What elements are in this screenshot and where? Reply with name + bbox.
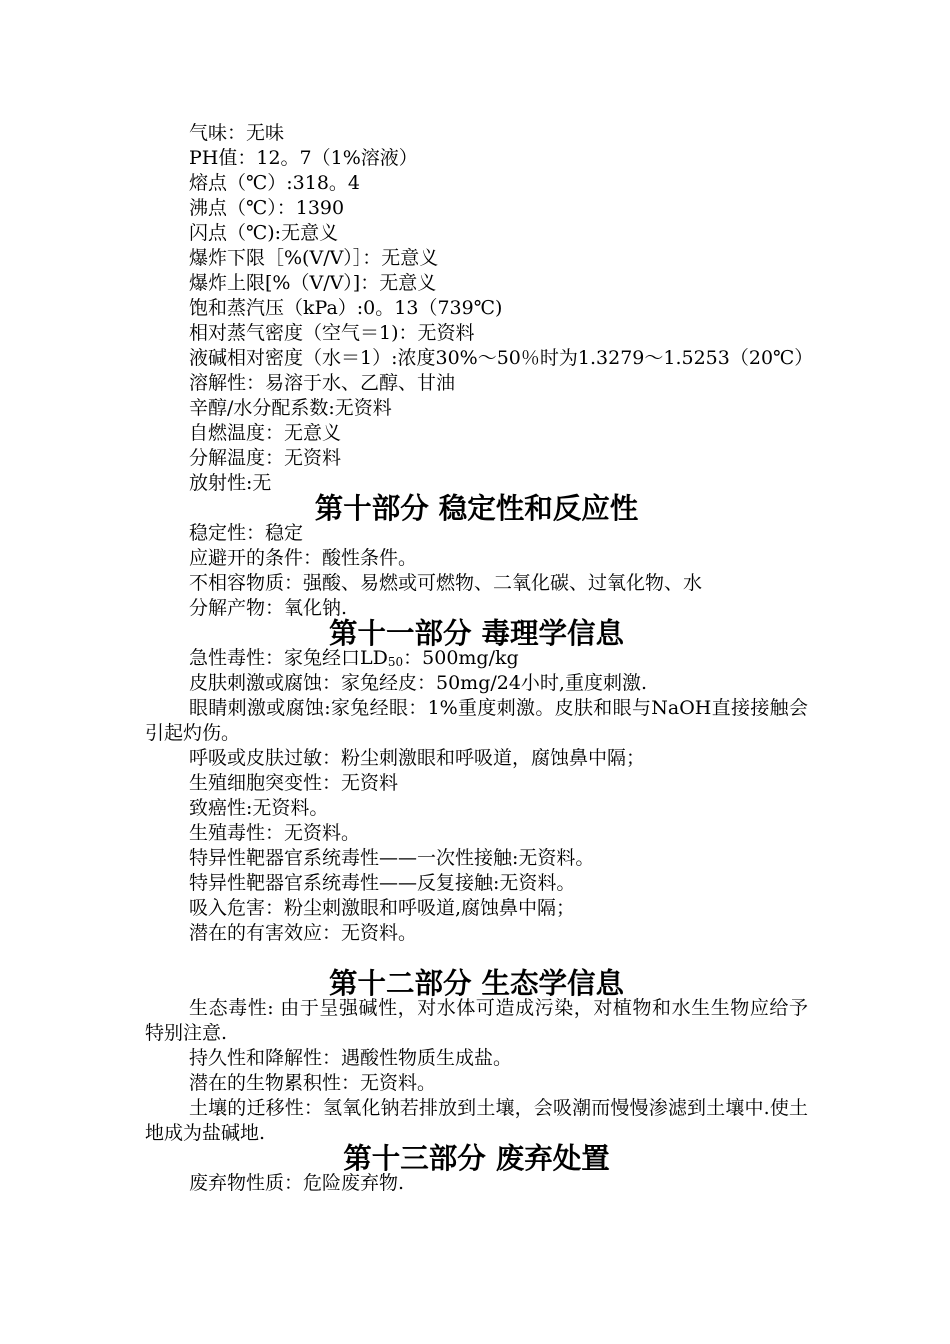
property-line: 放射性:无 bbox=[189, 472, 272, 494]
property-line: 分解温度：无资料 bbox=[189, 447, 342, 469]
stability-line: 不相容物质：强酸、易燃或可燃物、二氧化碳、过氧化物、水 bbox=[189, 572, 703, 594]
acute-toxicity-line bbox=[145, 646, 808, 671]
ecotoxicity-paragraph: 生态毒性: 由于呈强碱性，对水体可造成污染，对植物和水生生物应给予特别注意. bbox=[145, 997, 808, 1044]
property-line: 沸点（℃）：1390 bbox=[189, 197, 345, 219]
toxicology-line: 潜在的有害效应：无资料。 bbox=[189, 922, 418, 944]
property-line: 相对蒸气密度（空气＝1)：无资料 bbox=[189, 322, 475, 344]
property-line: 爆炸下限［%(V/V）］：无意义 bbox=[189, 247, 439, 269]
property-line: 闪点（℃):无意义 bbox=[189, 222, 339, 244]
disposal-line: 废弃物性质：危险废弃物. bbox=[189, 1172, 405, 1194]
persistence-line: 持久性和降解性：遇酸性物质生成盐。 bbox=[189, 1047, 513, 1069]
property-line: PH值：12。7（1%溶液） bbox=[189, 147, 418, 169]
property-line: 爆炸上限[%（V/V）]：无意义 bbox=[189, 272, 437, 294]
property-line: 辛醇/水分配系数:无资料 bbox=[189, 397, 392, 419]
toxicology-line: 生殖细胞突变性：无资料 bbox=[189, 772, 399, 794]
section-13-heading: 第十三部分 废弃处置 bbox=[343, 1141, 610, 1175]
toxicology-line: 特异性靶器官系统毒性——一次性接触:无资料。 bbox=[189, 847, 595, 869]
ld50-subscript: 50 bbox=[387, 655, 404, 669]
bioaccumulation-line: 潜在的生物累积性：无资料。 bbox=[189, 1072, 437, 1094]
stability-line: 稳定性：稳定 bbox=[189, 522, 304, 544]
density-paragraph: 液碱相对密度（水＝1）:浓度30%～50％时为1.3279～1.5253（20℃） bbox=[189, 347, 814, 369]
property-line: 饱和蒸汽压（kPa）:0。13（739℃) bbox=[189, 297, 503, 319]
property-line: 熔点（℃）:318。4 bbox=[189, 172, 361, 194]
stability-line: 应避开的条件：酸性条件。 bbox=[189, 547, 418, 569]
skin-irritation-line: 皮肤刺激或腐蚀：家兔经皮：50mg/24小时,重度刺激. bbox=[189, 672, 648, 694]
eye-irritation-paragraph: 眼睛刺激或腐蚀:家兔经眼：1%重度刺激。皮肤和眼与NaOH直接接触会引起灼伤。 bbox=[145, 697, 808, 744]
toxicology-line: 吸入危害：粉尘刺激眼和呼吸道,腐蚀鼻中隔； bbox=[189, 897, 576, 919]
section-11-heading: 第十一部分 毒理学信息 bbox=[329, 616, 624, 650]
toxicology-line: 致癌性:无资料。 bbox=[189, 797, 329, 819]
section-12-heading: 第十二部分 生态学信息 bbox=[329, 966, 624, 1000]
stability-line: 分解产物：氧化钠. bbox=[189, 597, 348, 619]
acute-toxicity-value: ：500mg/kg bbox=[403, 647, 519, 669]
toxicology-line: 呼吸或皮肤过敏：粉尘刺激眼和呼吸道，腐蚀鼻中隔； bbox=[189, 747, 646, 769]
soil-mobility-paragraph: 土壤的迁移性：氢氧化钠若排放到土壤，会吸潮而慢慢渗滤到土壤中.使土地成为盐碱地. bbox=[145, 1097, 808, 1144]
document-body bbox=[0, 121, 950, 1196]
section-10-heading: 第十部分 稳定性和反应性 bbox=[314, 491, 639, 525]
property-line: 气味：无味 bbox=[189, 122, 285, 144]
toxicology-line: 生殖毒性：无资料。 bbox=[189, 822, 361, 844]
acute-toxicity-prefix: 急性毒性：家兔经口LD bbox=[189, 647, 388, 669]
property-line: 溶解性：易溶于水、乙醇、甘油 bbox=[189, 372, 456, 394]
toxicology-line: 特异性靶器官系统毒性——反复接触:无资料。 bbox=[189, 872, 576, 894]
property-line: 自燃温度：无意义 bbox=[189, 422, 342, 444]
